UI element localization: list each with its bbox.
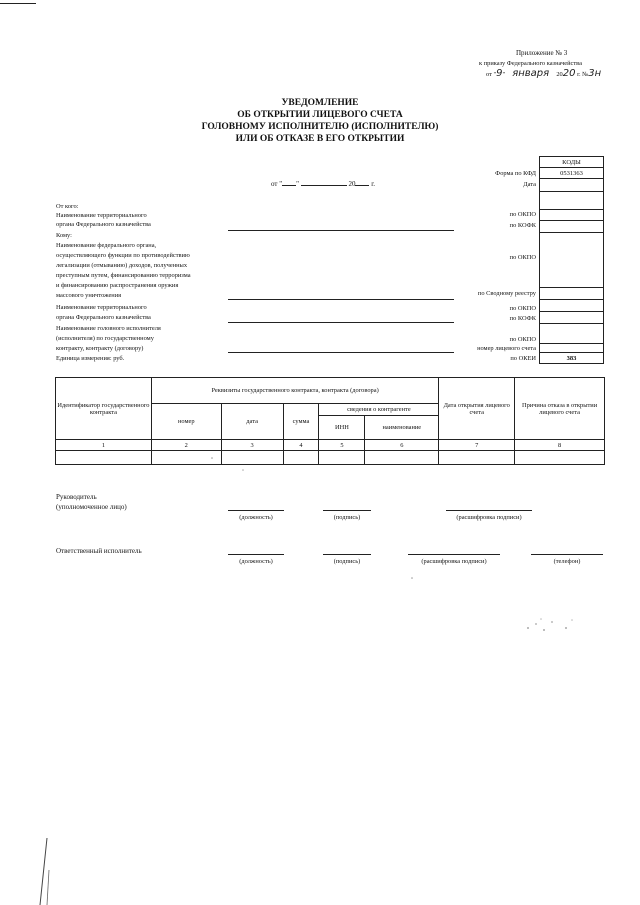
label-fed1: Наименование федерального органа, (56, 242, 157, 249)
label-terr2: органа Федерального казначейства (56, 221, 151, 228)
col-num-6: 6 (365, 440, 439, 451)
label-from: От кого: (56, 203, 79, 210)
label-head3: контракту, контракту (договору) (56, 345, 144, 352)
sig-head-position-cap: (должность) (239, 514, 273, 521)
appendix-year: 20 (562, 68, 576, 79)
sig-executor-label: Ответственный исполнитель (56, 547, 142, 555)
appendix-line3: от "9" января 2020 г. №3н (486, 68, 602, 79)
th-reason: Причина отказа в открытии лицевого счета (515, 378, 605, 440)
sig-head-signature-cap: (подпись) (333, 514, 361, 521)
label-to: Кому: (56, 232, 72, 239)
label-fed3: легализации (отмыванию) доходов, полученных (56, 262, 188, 269)
col-num-4: 4 (283, 440, 319, 451)
col-num-7: 7 (439, 440, 515, 451)
label-terr4: органа Федерального казначейства (56, 314, 151, 321)
title-line2: ОБ ОТКРЫТИИ ЛИЦЕВОГО СЧЕТА (237, 110, 403, 120)
sig-exec-position-cap: (должность) (239, 558, 273, 565)
sig-head-decode-cap: (расшифровка подписи) (456, 514, 522, 521)
title-line4: ИЛИ ОБ ОТКАЗЕ В ЕГО ОТКРЫТИИ (235, 134, 405, 144)
label-okei: по ОКЕИ (510, 355, 536, 362)
appendix-day: 9 (496, 68, 503, 79)
col-num-8: 8 (515, 440, 605, 451)
label-kofk1: по КОФК (509, 222, 536, 229)
label-form: Форма по КФД (495, 170, 536, 177)
date-line: от " " 20 г. (271, 180, 376, 188)
label-registry: по Сводному реестру (477, 290, 536, 297)
th-name: наименование (365, 416, 439, 440)
sig-exec-signature-cap: (подпись) (333, 558, 361, 565)
codes-header: КОДЫ (540, 157, 603, 168)
label-terr1: Наименование территориального (56, 212, 147, 219)
label-okpo1: по ОКПО (509, 211, 536, 218)
col-num-3: 3 (221, 440, 283, 451)
col-num-2: 2 (151, 440, 221, 451)
label-unit: Единица измерения: руб. (56, 355, 125, 362)
label-head1: Наименование головного исполнителя (56, 325, 161, 332)
label-fed2: осуществляющего функции по противодействию (56, 252, 190, 259)
label-fed6: массового уничтожения (56, 292, 122, 299)
sig-exec-phone-cap: (телефон) (553, 558, 581, 565)
th-number: номер (151, 404, 221, 440)
appendix-line1: Приложение № 3 (516, 49, 568, 57)
okei-code: 383 (540, 353, 603, 364)
sig-exec-decode-cap: (расшифровка подписи) (421, 558, 487, 565)
th-open-date: Дата открытия лицевого счета (439, 378, 515, 440)
th-date: дата (221, 404, 283, 440)
label-fed5: и финансированию распространения оружия (56, 282, 179, 289)
th-sum: сумма (283, 404, 319, 440)
label-fed4: преступным путем, финансированию терроризма (56, 272, 191, 279)
appendix-line2: к приказу Федерального казначейства (479, 60, 582, 67)
label-okpo2: по ОКПО (509, 254, 536, 261)
label-account: номер лицевого счета (477, 345, 536, 352)
title-line1: УВЕДОМЛЕНИЕ (281, 98, 359, 108)
label-okpo4: по ОКПО (509, 336, 536, 343)
th-contractor: сведения о контрагенте (319, 404, 439, 416)
label-head2: (исполнителя) по государственному (56, 335, 154, 342)
title-line3: ГОЛОВНОМУ ИСПОЛНИТЕЛЮ (ИСПОЛНИТЕЛЮ) (201, 122, 439, 132)
th-requisites: Реквизиты государственного контракта, контракта (договора) (151, 378, 438, 404)
sig-head-label2: (уполномоченное лицо) (56, 503, 127, 511)
col-num-1: 1 (56, 440, 152, 451)
th-contract-id: Идентификатор государственного контракта (56, 378, 152, 440)
appendix-number: 3н (588, 68, 602, 79)
label-okpo3: по ОКПО (509, 305, 536, 312)
sig-head-label1: Руководитель (56, 493, 97, 501)
appendix-month: января (512, 68, 550, 79)
th-inn: ИНН (319, 416, 365, 440)
label-kofk2: по КОФК (509, 315, 536, 322)
form-code: 0531363 (540, 168, 603, 179)
col-num-5: 5 (319, 440, 365, 451)
label-terr3: Наименование территориального (56, 304, 147, 311)
label-date: Дата (523, 181, 536, 188)
